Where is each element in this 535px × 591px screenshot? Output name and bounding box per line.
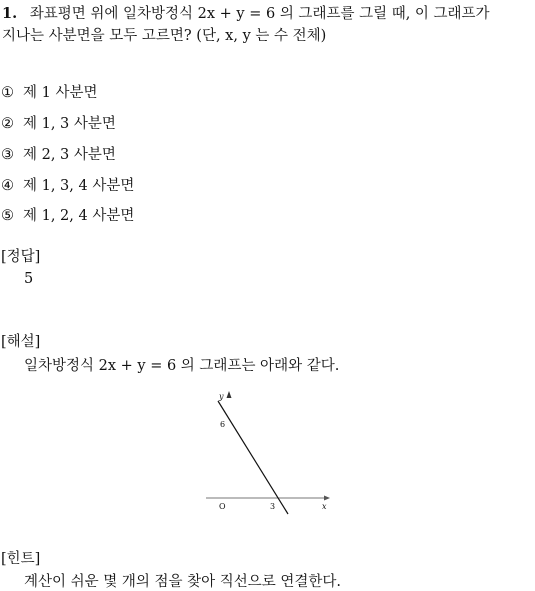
y-axis-arrow-icon bbox=[227, 391, 232, 398]
choice-3-text: 제 2, 3 사분면 bbox=[23, 147, 116, 163]
choice-4[interactable] bbox=[1, 174, 134, 195]
y-axis-label: y bbox=[219, 392, 224, 401]
hint-text: 계산이 쉬운 몇 개의 점을 찾아 직선으로 연결한다. bbox=[24, 574, 342, 590]
question-number: 1. bbox=[2, 5, 18, 22]
hint-label: [힌트] bbox=[1, 551, 41, 567]
line-graph bbox=[200, 388, 335, 516]
choice-1[interactable] bbox=[1, 81, 97, 102]
graph-line bbox=[218, 401, 288, 514]
choice-4-text: 제 1, 3, 4 사분면 bbox=[23, 178, 135, 194]
choice-5-mark: ⑤ bbox=[1, 208, 14, 224]
answer-label: [정답] bbox=[1, 249, 41, 265]
choice-3[interactable] bbox=[1, 143, 116, 164]
choice-5[interactable] bbox=[1, 204, 134, 225]
choice-2-text: 제 1, 3 사분면 bbox=[23, 116, 116, 132]
choice-1-mark: ① bbox=[1, 85, 14, 101]
explanation-text: 일차방정식 2x + y = 6 의 그래프는 아래와 같다. bbox=[24, 358, 340, 374]
choice-5-text: 제 1, 2, 4 사분면 bbox=[23, 208, 135, 224]
x-axis-label: x bbox=[322, 502, 327, 511]
explanation-label: [해설] bbox=[1, 334, 41, 350]
y-intercept-label: 6 bbox=[220, 420, 226, 429]
choice-4-mark: ④ bbox=[1, 178, 14, 194]
origin-label: O bbox=[219, 502, 226, 511]
choice-1-text: 제 1 사분면 bbox=[23, 85, 98, 101]
choice-2-mark: ② bbox=[1, 116, 14, 132]
question-text-line-1: 좌표평면 위에 일차방정식 2x + y = 6 의 그래프를 그릴 때, 이 그래프가 bbox=[29, 6, 490, 22]
question-text-line-2: 지나는 사분면을 모두 고르면? (단, x, y 는 수 전체) bbox=[2, 28, 327, 44]
question-line-1 bbox=[2, 2, 490, 23]
answer-value: 5 bbox=[24, 271, 34, 287]
x-axis-arrow-icon bbox=[324, 496, 330, 501]
choice-3-mark: ③ bbox=[1, 147, 14, 163]
x-intercept-label: 3 bbox=[270, 502, 276, 511]
choice-2[interactable] bbox=[1, 112, 116, 133]
